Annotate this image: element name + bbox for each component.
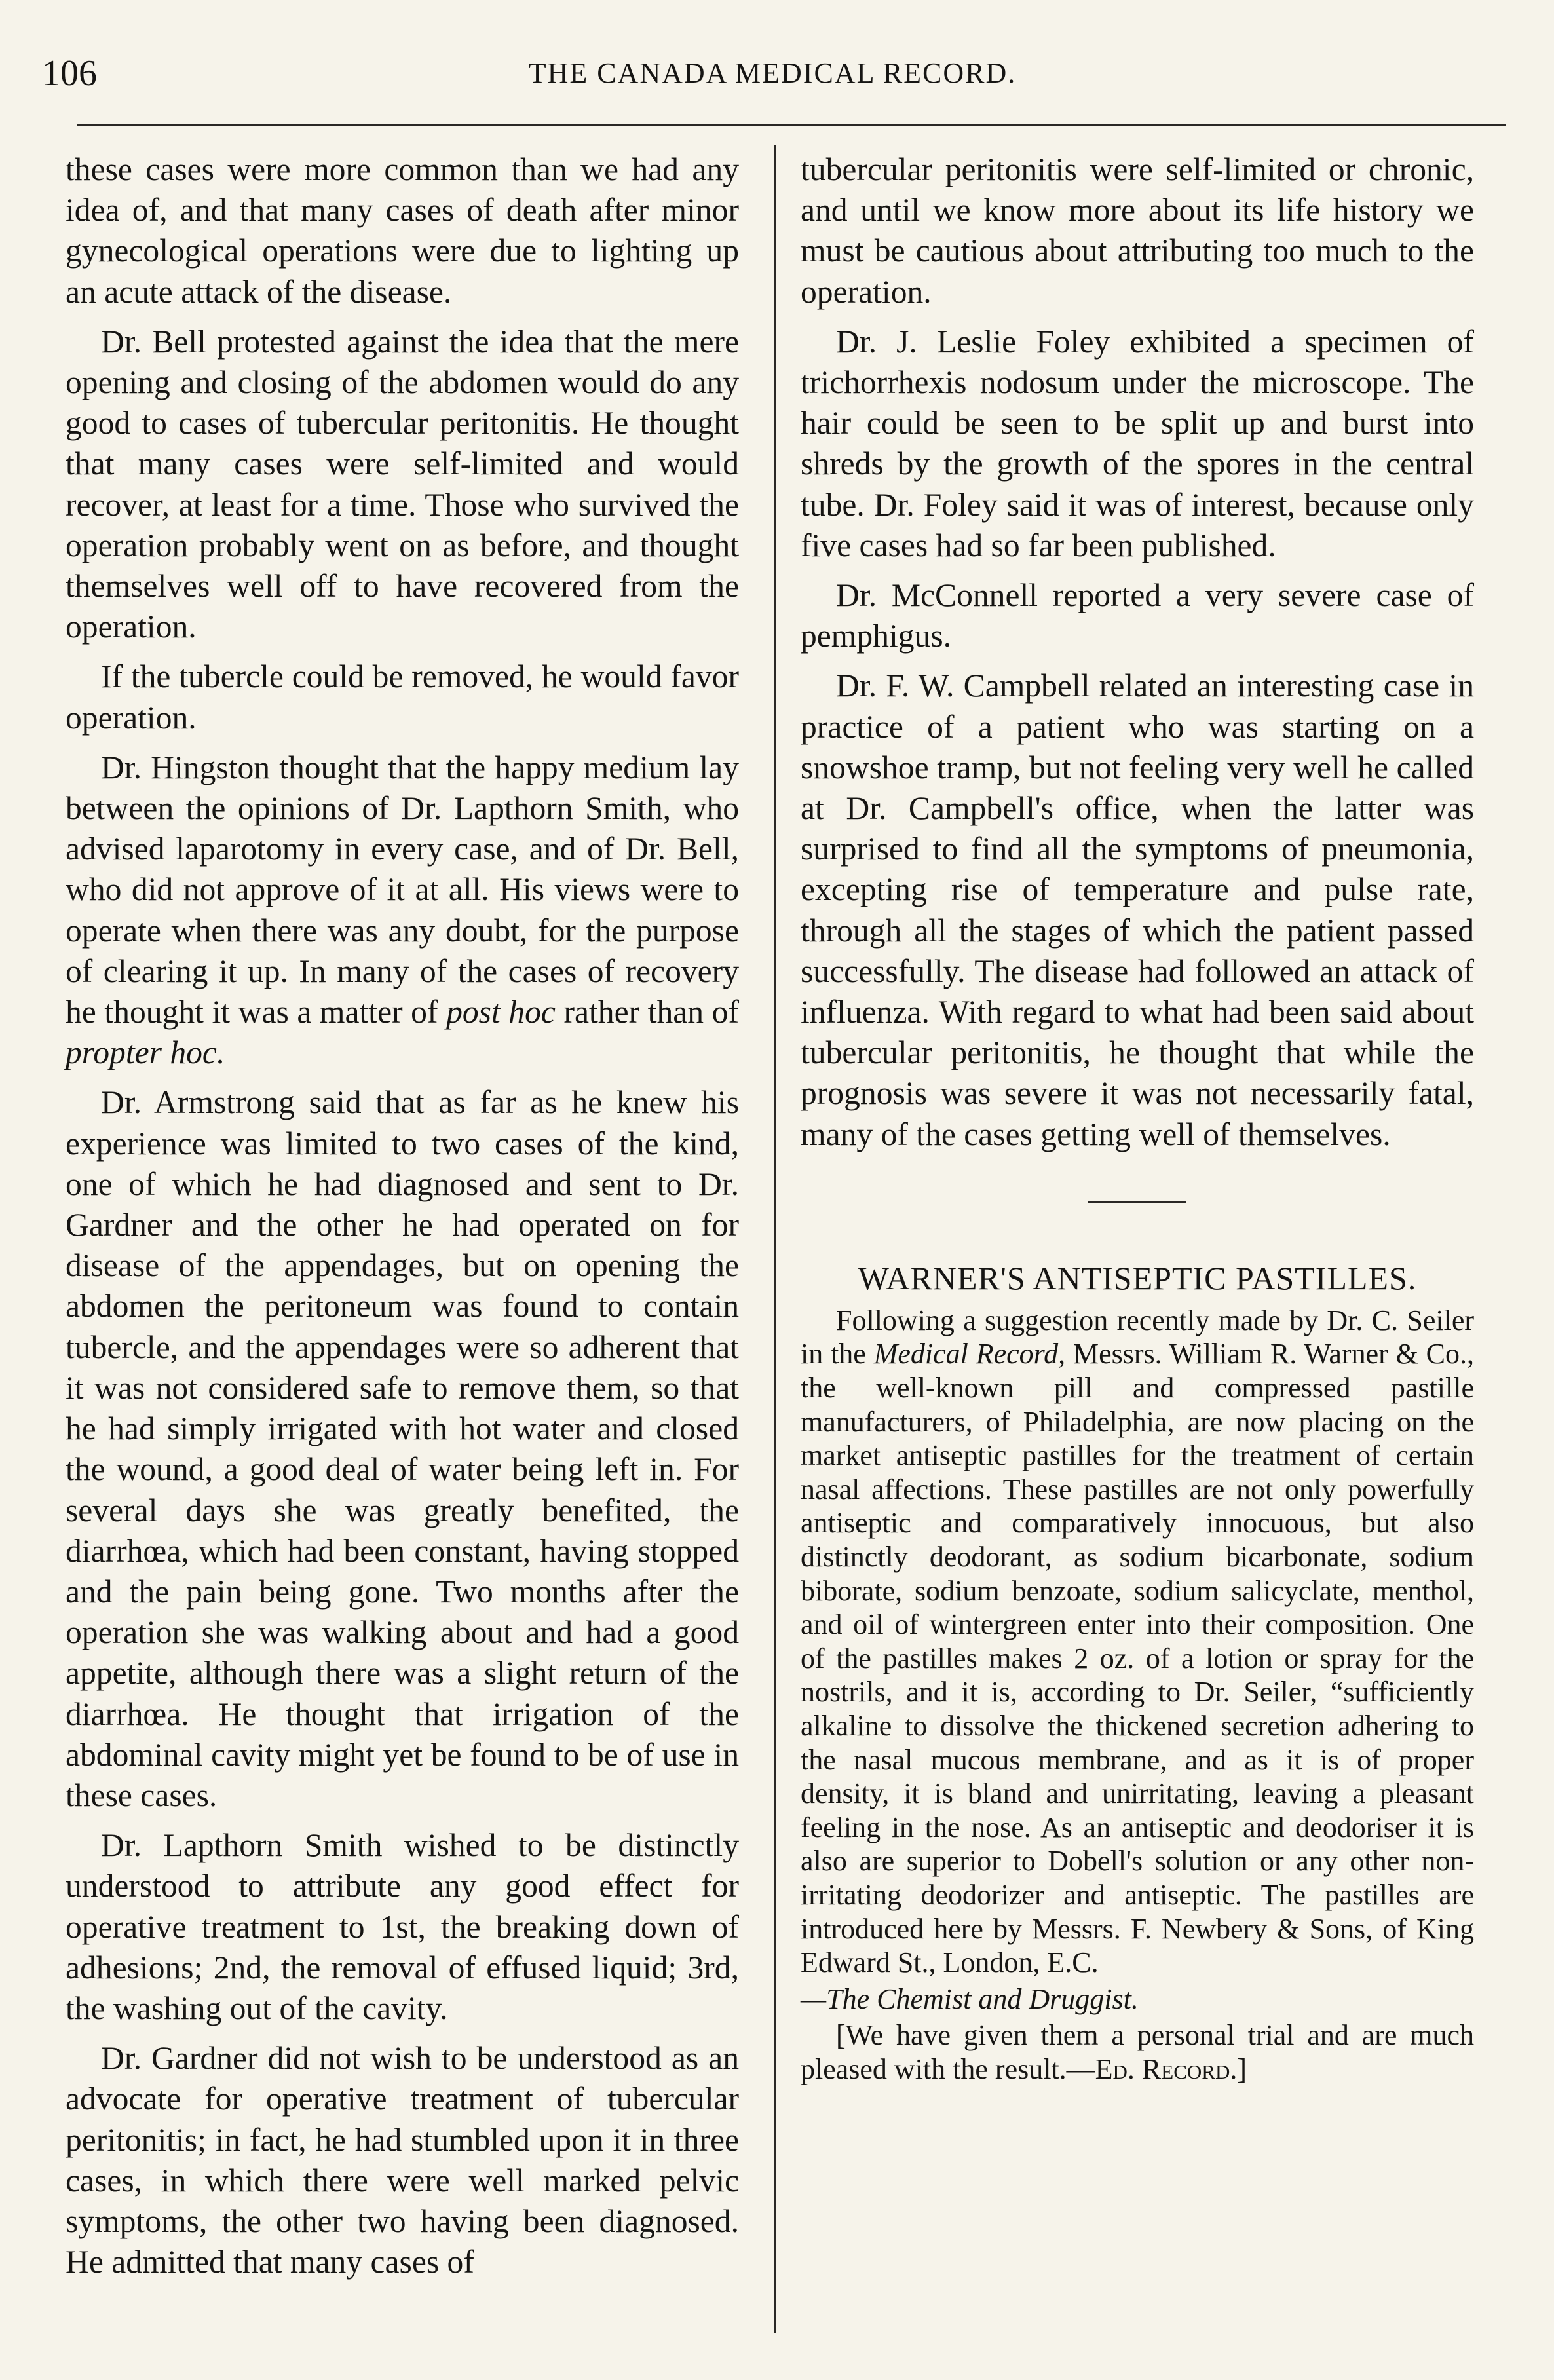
page-number: 106	[42, 53, 97, 94]
text-run: rather than of	[563, 994, 739, 1030]
paragraph	[66, 747, 739, 1074]
italic-phrase: post hoc	[446, 994, 556, 1030]
paragraph: these cases were more common than we had any idea of, and that many cases of death after minor gynecological operations were due to lighting up an acute attack of the disease.	[66, 151, 739, 310]
paragraph: Dr. F. W. Campbell related an interesting case in practice of a patient who was starting on a snowshoe tramp, but not feeling very well he called at Dr. Campbell's office, when the latter was surprised to find all the symptoms of pneumonia, excepting rise of temperature and pulse rate, through all the stages of which the patient passed successfully. The disease had followed an attack of influenza. With regard to what had been said about tubercular peritonitis, he thought that while the prognosis was severe it was not necessarily fatal, many of the cases getting well of themselves.	[801, 668, 1474, 1152]
text-run: [We have given them a personal trial and are much pleased with the result.—	[801, 2019, 1474, 2085]
article-title: WARNER'S ANTISEPTIC PASTILLES.	[858, 1259, 1417, 1296]
text-run: Following a suggestion recently made by Dr. C. Seiler in the	[801, 1304, 1474, 1370]
running-title: THE CANADA MEDICAL RECORD.	[528, 57, 1017, 89]
paragraph: Dr. J. Leslie Foley exhibited a specimen of trichorrhexis nodosum under the microscope. The hair could be seen to be split up and burst into shreds by the growth of the spores in the central tube. Dr. Foley said it was of interest, because only five cases had so far been published.	[801, 323, 1474, 563]
paragraph: If the tubercle could be removed, he would favor operation.	[66, 658, 739, 736]
right-column	[801, 149, 1474, 2089]
paragraph: Dr. McConnell reported a very severe case of pemphigus.	[801, 577, 1474, 654]
journal-name: Medical Record,	[873, 1338, 1066, 1370]
paragraph: Dr. Armstrong said that as far as he knew his experience was limited to two cases of the kind, one of which he had diagnosed and sent to Dr. Gardner and the other he had operated on for disease of the appendages, but on opening the abdomen the peritoneum was found to contain tubercle, and the appendages were so adherent that it was not considered safe to remove them, so that he had simply irrigated with hot water and closed the wound, a good deal of water being left in. For several days she was greatly benefited, the diarrhœa, which had been constant, having stopped and the pain being gone. Two months after the operation she was walking about and had a good appetite, although there was a slight return of the diarrhœa. He thought that irrigation of the abdominal cavity might yet be found to be of use in these cases.	[66, 1084, 739, 1813]
paragraph: Dr. Gardner did not wish to be understood as an advocate for operative treatment of tubercular peritonitis; in fact, he had stumbled upon it in three cases, in which there were well marked pelvic symptoms, the other two having been diagnosed. He admitted that many cases of	[66, 2040, 739, 2280]
source-credit	[801, 1982, 1474, 2016]
italic-phrase: propter hoc.	[66, 1034, 225, 1071]
paragraph: Dr. Bell protested against the idea that the mere opening and closing of the abdomen would do any good to cases of tubercular peritonitis. He thought that many cases were self-limited and would recover, at least for a time. Those who survived the operation probably went on as before, and thought themselves well off to have recovered from the operation.	[66, 323, 739, 645]
paragraph: Dr. Lapthorn Smith wished to be distinctly understood to attribute any good effect for operative treatment to 1st, the breaking down of adhesions; 2nd, the removal of effused liquid; 3rd, the washing out of the cavity.	[66, 1827, 739, 2026]
text-run: Messrs. William R. Warner & Co., the well-known pill and compressed pastille manufacturers, of Philadelphia, are now placing on the market antiseptic pastilles for the treatment of certain nasal affections. These pastilles are not only powerfully antiseptic and comparatively innocuous, but also distinctly deodorant, as sodium bicarbonate, sodium biborate, sodium benzoate, sodium salicyclate, menthol, and oil of wintergreen enter into their composition. One of the pastilles makes 2 oz. of a lotion or spray for the nostrils, and it is, according to Dr. Seiler, “sufficiently alkaline to dissolve the thickened secretion adhering to the nasal mucous membrane, and as it is of proper density, it is bland and unirritating, leaving a pleasant feeling in the nose. As an antiseptic and deodoriser it is also are superior to Dobell's solution or any other non-irritating deodorizer and antiseptic. The pastilles are introduced here by Messrs. F. Newbery & Sons, of King Edward St., London, E.C.	[801, 1338, 1475, 1979]
paragraph	[801, 1304, 1474, 1980]
page-header	[42, 47, 1503, 100]
text-run: ]	[1237, 2052, 1247, 2085]
paragraph: tubercular peritonitis were self-limited or chronic, and until we know more about its life history we must be cautious about attributing too much to the operation.	[801, 151, 1474, 310]
left-column	[66, 149, 739, 2292]
column-divider	[774, 145, 776, 2333]
editor-signature: Ed. Record.	[1095, 2052, 1238, 2085]
header-rule	[77, 124, 1506, 126]
text-run: Dr. Hingston thought that the happy medium lay between the opinions of Dr. Lapthorn Smith, who advised laparotomy in every case, and of Dr. Bell, who did not approve of it at all. His views were to operate when there was any doubt, for the purpose of clearing it up. In many of the cases of recovery he thought it was a matter of	[66, 749, 739, 1030]
editor-note	[801, 2018, 1474, 2086]
article-body	[801, 1304, 1474, 2087]
section-separator	[1088, 1201, 1186, 1203]
source-name: —The Chemist and Druggist.	[801, 1982, 1139, 2015]
